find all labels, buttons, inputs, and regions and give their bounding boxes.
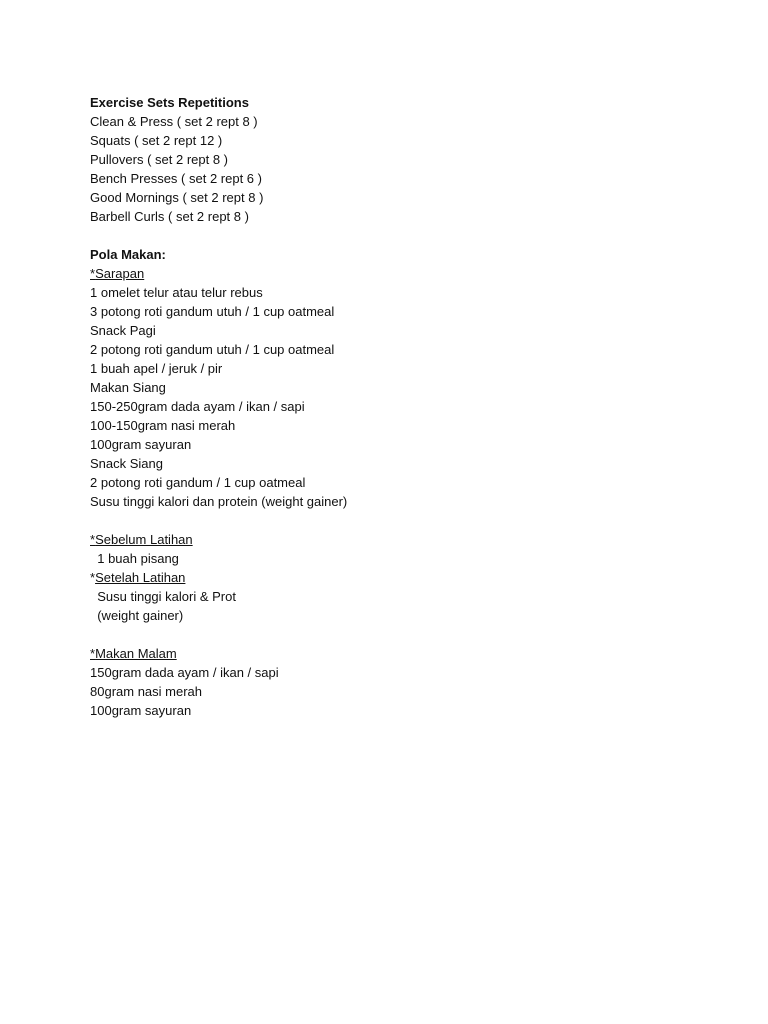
setelah-latihan-label [90,568,768,587]
setelah-latihan-item: (weight gainer) [90,608,184,623]
malam-text: Makan Malam [95,646,177,661]
diet-line: 2 potong roti gandum utuh / 1 cup oatmeal [90,342,335,357]
setelah-latihan-item: Susu tinggi kalori & Prot [90,589,236,604]
setelah-text: Setelah Latihan [95,570,186,585]
exercise-item: Squats ( set 2 rept 12 ) [90,133,223,148]
sebelum-latihan-item: 1 buah pisang [90,551,179,566]
spacer [90,511,768,530]
sarapan-star: * [90,266,96,281]
diet-line: Susu tinggi kalori dan protein (weight gainer) [90,494,348,509]
sebelum-text: Sebelum Latihan [95,532,193,547]
diet-line: Snack Siang [90,456,163,471]
exercise-heading: Exercise Sets Repetitions [90,95,249,110]
exercise-item: Clean & Press ( set 2 rept 8 ) [90,114,258,129]
diet-line: 1 omelet telur atau telur rebus [90,285,263,300]
diet-line: Snack Pagi [90,323,156,338]
sarapan-label [90,264,768,283]
diet-line: 3 potong roti gandum utuh / 1 cup oatmeal [90,304,335,319]
exercise-item: Good Mornings ( set 2 rept 8 ) [90,190,264,205]
diet-line: 100-150gram nasi merah [90,418,236,433]
malam-star: * [90,646,96,661]
diet-line: Makan Siang [90,380,166,395]
sebelum-star: * [90,532,96,547]
exercise-item: Pullovers ( set 2 rept 8 ) [90,152,228,167]
diet-line: 2 potong roti gandum / 1 cup oatmeal [90,475,306,490]
exercise-item: Bench Presses ( set 2 rept 6 ) [90,171,262,186]
exercise-item: Barbell Curls ( set 2 rept 8 ) [90,209,249,224]
spacer [90,226,768,245]
diet-line: 1 buah apel / jeruk / pir [90,361,223,376]
makan-malam-item: 100gram sayuran [90,703,192,718]
spacer [90,625,768,644]
makan-malam-label [90,644,768,663]
makan-malam-item: 80gram nasi merah [90,684,202,699]
sarapan-text: Sarapan [95,266,145,281]
diet-line: 100gram sayuran [90,437,192,452]
sebelum-latihan-label [90,530,768,549]
diet-line: 150-250gram dada ayam / ikan / sapi [90,399,305,414]
makan-malam-item: 150gram dada ayam / ikan / sapi [90,665,279,680]
setelah-star: * [90,570,96,585]
diet-heading: Pola Makan: [90,247,166,262]
